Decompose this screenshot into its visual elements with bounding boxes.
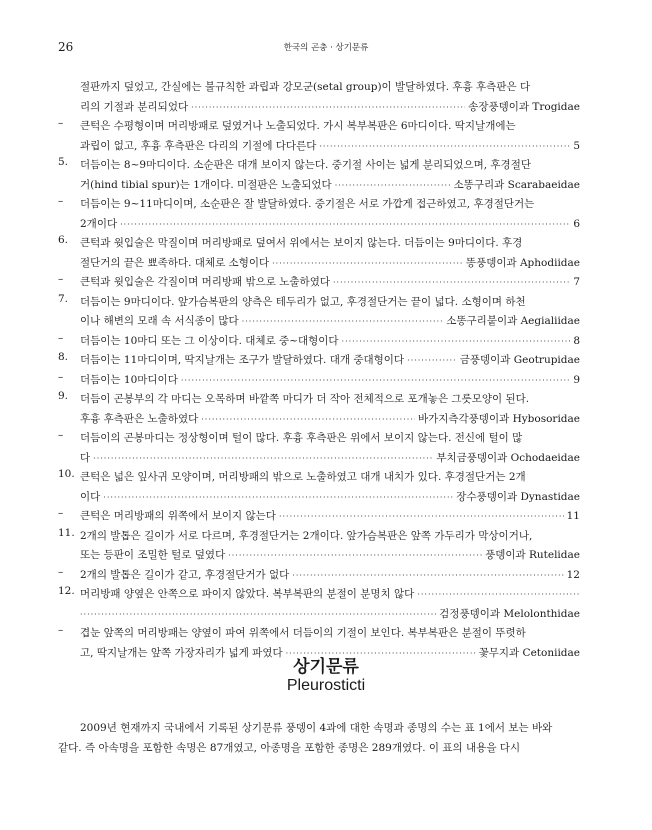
key-entry-number: 6. — [58, 234, 69, 246]
key-line-result: 9 — [573, 373, 580, 386]
key-line-text: 큰턱과 윗입술은 각질이며 머리방패 밖으로 노출하였다 — [80, 276, 330, 288]
key-entry — [58, 332, 580, 352]
key-line-with-leader — [80, 371, 580, 391]
key-line: 더듬이는 8~9마디이다. 소순판은 대개 보이지 않는다. 중기절 사이는 넓게 분리되었으며, 후경절단 — [80, 159, 531, 171]
key-line: 더듬이는 9~11마디이며, 소순판은 잘 발달하였다. 중기절은 서로 가깝게 접근하였고, 후경절단거는 — [80, 198, 535, 210]
key-line-with-leader — [80, 98, 580, 118]
paragraph-line: 2009년 현재까지 국내에서 기록된 상기문류 풍뎅이 4과에 대한 속명과 종명의 수는 표 1에서 보는 바와 — [80, 722, 553, 734]
key-line-with-leader — [80, 410, 580, 430]
key-entry-body — [80, 195, 580, 234]
identification-key — [58, 78, 580, 663]
running-title: 한국의 곤충 · 상기문류 — [283, 43, 369, 53]
key-line-with-leader — [80, 507, 580, 527]
key-entry — [58, 371, 580, 391]
key-line-result: 송장풍뎅이과 Trogidae — [468, 100, 580, 113]
dot-leader — [407, 351, 457, 371]
key-entry — [58, 78, 580, 117]
key-line-text: 이다 — [80, 490, 101, 503]
key-line: 더듬이는 9마디이다. 앞가슴복판의 양측은 테두리가 없고, 후경절단거는 끝이 넓다. 소형이며 하천 — [80, 295, 526, 308]
key-entry-body — [80, 78, 580, 117]
key-line-result: 8 — [573, 334, 580, 347]
key-entry-body — [80, 332, 580, 352]
dot-leader — [342, 332, 571, 352]
key-line-text: 이나 해변의 모래 속 서식종이 많다 — [80, 315, 239, 327]
key-entry-number: 8. — [58, 351, 69, 363]
key-line-text: 리의 기절과 분리되었다 — [80, 100, 189, 113]
key-entry-number: – — [58, 624, 64, 636]
key-line-with-leader — [80, 605, 580, 625]
key-line-text: 고, 딱지날개는 앞쪽 가장자리가 넓게 파였다 — [80, 646, 283, 659]
key-line-with-leader — [80, 176, 580, 196]
key-entry-number — [58, 78, 80, 117]
key-line-result: 7 — [573, 276, 580, 288]
paragraph-line: 같다. 즉 아속명을 포함한 속명은 87개였고, 아종명을 포함한 종명은 289개였다. 이 표의 내용을 다시 — [58, 742, 521, 754]
key-entry — [58, 507, 580, 527]
key-entry — [58, 293, 580, 332]
key-line-result: 12 — [566, 568, 580, 581]
key-line-text: 2개의 발톱은 길이가 같고, 후경절단거가 없다 — [80, 568, 290, 581]
dot-leader — [333, 273, 570, 293]
key-line-text: 다 — [80, 451, 91, 464]
key-line-with-leader — [80, 585, 580, 605]
key-line-with-leader — [80, 488, 580, 508]
key-line-result: 소똥구리과 Scarabaeidae — [453, 178, 580, 191]
key-line-result: 똥풍뎅이과 Aphodiidae — [465, 256, 580, 269]
key-entry-body — [80, 273, 580, 293]
dot-leader — [292, 566, 563, 586]
key-entry — [58, 234, 580, 273]
key-line-result: 5 — [573, 139, 580, 152]
key-entry — [58, 566, 580, 586]
key-entry-number: – — [58, 429, 64, 441]
key-entry-number: – — [58, 507, 64, 519]
key-entry-body — [80, 351, 580, 371]
key-line-result: 바가지측각풍뎅이과 Hybosoridae — [417, 412, 580, 425]
key-entry — [58, 429, 580, 468]
key-entry-number: 7. — [58, 292, 69, 305]
key-line-text: 거(hind tibial spur)는 1개이다. 미절판은 노출되었다 — [80, 178, 332, 191]
key-line-with-leader — [80, 332, 580, 352]
section-title: 상기문류 — [293, 657, 359, 677]
key-entry-number: 9. — [58, 390, 69, 402]
key-entry — [58, 390, 580, 429]
key-line-result: 장수풍뎅이과 Dynastidae — [456, 490, 580, 503]
key-entry — [58, 156, 580, 195]
key-line-result: 꽃무지과 Cetoniidae — [478, 646, 580, 659]
key-entry-body — [80, 234, 580, 273]
key-line-with-leader — [80, 137, 580, 157]
key-line-with-leader — [80, 273, 580, 293]
key-line-result: 11 — [566, 510, 580, 522]
key-line-with-leader — [80, 312, 580, 332]
key-entry-number: 5. — [58, 156, 69, 168]
key-line: 더듬이 곤봉부의 각 마디는 오목하며 바깥쪽 마디가 더 작아 전체적으로 포개놓은 그릇모양이 된다. — [80, 393, 530, 405]
key-entry-body — [80, 585, 580, 624]
key-entry-body — [80, 371, 580, 391]
section-subtitle: Pleurosticti — [286, 677, 366, 694]
body-paragraph — [58, 718, 580, 758]
dot-leader — [191, 98, 465, 118]
dot-leader — [417, 585, 580, 605]
key-line: 더듬이의 곤봉마디는 정상형이며 털이 많다. 후흉 후측판은 위에서 보이지 않는다. 전신에 털이 많 — [80, 432, 523, 444]
key-line-text: 더듬이는 10마디 또는 그 이상이다. 대체로 중~대형이다 — [80, 334, 339, 347]
dot-leader — [93, 449, 433, 469]
key-line: 겹눈 앞쪽의 머리방패는 양옆이 파여 위쪽에서 더듬이의 기절이 보인다. 복부복판은 분절이 뚜렷하 — [80, 627, 526, 639]
key-line: 큰턱은 넓은 잎사귀 모양이며, 머리방패의 밖으로 노출하였고 대개 내치가 있다. 후경절단거는 2개 — [80, 471, 526, 483]
key-entry-body — [80, 429, 580, 468]
key-entry — [58, 527, 580, 566]
key-entry-body — [80, 468, 580, 507]
key-line: 큰턱과 윗입술은 막질이며 머리방패로 덮여서 위에서는 보이지 않는다. 더듬이는 9마디이다. 후경 — [80, 237, 523, 249]
dot-leader — [335, 176, 451, 196]
key-line-result: 검정풍뎅이과 Melolonthidae — [439, 607, 580, 620]
key-entry-number: – — [58, 331, 64, 344]
key-entry — [58, 468, 580, 507]
key-entry — [58, 585, 580, 624]
key-entry — [58, 273, 580, 293]
key-entry-number: – — [58, 370, 64, 383]
dot-leader — [279, 507, 564, 527]
key-entry-body — [80, 156, 580, 195]
dot-leader — [181, 371, 570, 391]
key-entry-body — [80, 293, 580, 332]
key-entry-number: – — [58, 565, 64, 578]
dot-leader — [103, 488, 453, 508]
key-line-text: 절단거의 끝은 뾰족하다. 대체로 소형이다 — [80, 256, 270, 269]
key-entry — [58, 351, 580, 371]
key-line-result: 금풍뎅이과 Geotrupidae — [459, 354, 580, 366]
key-entry-body — [80, 117, 580, 156]
key-entry-number: – — [58, 273, 64, 285]
dot-leader — [319, 137, 570, 157]
key-line-text: 머리방패 양옆은 안쪽으로 파이지 않았다. 복부복판의 분절이 분명치 않다 — [80, 588, 415, 600]
key-line-with-leader — [80, 254, 580, 274]
key-line-text: 더듬이는 11마디이며, 딱지날개는 조구가 발달하였다. 대개 중대형이다 — [80, 354, 405, 366]
key-entry-body — [80, 527, 580, 566]
key-line-text: 큰턱은 머리방패의 위쪽에서 보이지 않는다 — [80, 510, 276, 522]
key-entry-number: – — [58, 195, 64, 207]
key-entry — [58, 117, 580, 156]
key-entry-number: – — [58, 117, 64, 129]
dot-leader — [272, 254, 463, 274]
key-line: 큰턱은 수평형이며 머리방패로 덮였거나 노출되었다. 가시 복부복판은 6마디이다. 딱지날개에는 — [80, 120, 516, 132]
key-line-text: 또는 등판이 조밀한 털로 덮였다 — [80, 549, 226, 561]
dot-leader — [80, 605, 436, 625]
key-line-with-leader — [80, 351, 580, 371]
key-entry — [58, 195, 580, 234]
page-number: 26 — [58, 40, 74, 54]
key-line-result: 소똥구리붙이과 Aegialiidae — [446, 315, 580, 327]
key-line-with-leader — [80, 546, 580, 566]
key-line-result: 부치금풍뎅이과 Ochodaeidae — [436, 451, 580, 464]
key-entry-number: 10. — [58, 468, 75, 480]
key-entry-body — [80, 390, 580, 429]
key-line-with-leader — [80, 566, 580, 586]
dot-leader — [120, 215, 570, 235]
key-line-text: 후흉 후측판은 노출하였다 — [80, 412, 199, 425]
key-line-with-leader — [80, 449, 580, 469]
key-line-text: 2개이다 — [80, 217, 118, 230]
key-line-result: 6 — [573, 217, 580, 230]
page-header — [58, 40, 594, 56]
key-line-text: 더듬이는 10마디이다 — [80, 373, 178, 386]
key-entry-body — [80, 507, 580, 527]
dot-leader — [242, 312, 444, 332]
dot-leader — [201, 410, 415, 430]
key-line-text: 과립이 없고, 후흉 후측판은 다리의 기절에 다다른다 — [80, 139, 317, 152]
dot-leader — [228, 546, 482, 566]
key-line-with-leader — [80, 215, 580, 235]
key-entry-number: 12. — [58, 585, 75, 597]
key-entry-body — [80, 566, 580, 586]
key-line: 절판까지 덮었고, 간실에는 불규칙한 과립과 강모군(setal group)이 발달하였다. 후흉 후측판은 다 — [80, 81, 531, 93]
key-line-result: 풍뎅이과 Rutelidae — [485, 549, 580, 561]
key-line: 2개의 발톱은 길이가 서로 다르며, 후경절단거는 2개이다. 앞가슴복판은 앞쪽 가두리가 막상이거나, — [80, 529, 533, 542]
key-entry-number: 11. — [58, 526, 75, 539]
